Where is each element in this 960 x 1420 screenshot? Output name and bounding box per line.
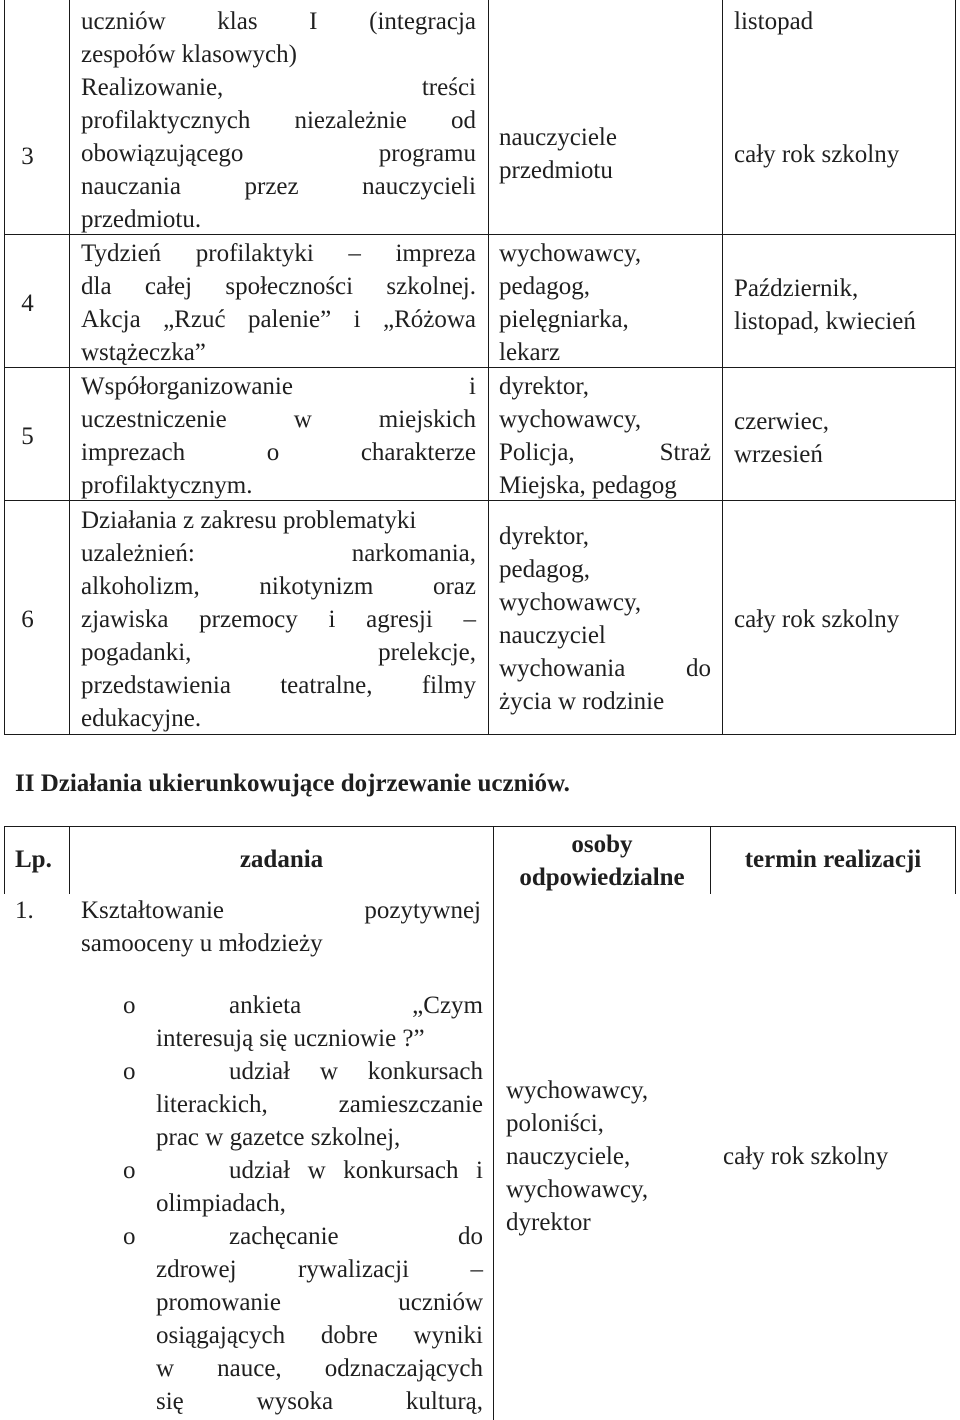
row-number: 1. [15, 897, 34, 924]
row-number: 5 [21, 423, 34, 450]
header-responsible: osoby odpowiedzialne [519, 831, 685, 891]
bullet-marker: o [123, 1223, 136, 1250]
responsible-cell: wychowawcy, poloniści, nauczyciele, wychowawcy, dyrektor [506, 1077, 649, 1236]
term-cell: czerwiec, wrzesień [734, 408, 830, 468]
term-cell: Październik, listopad, kwiecień [734, 275, 916, 335]
term-cell: listopad [734, 8, 814, 35]
task-cell: uczniów klas I (integracja zespołów klasowych) Realizowanie, treści profilaktycznych niezależnie od obowiązującego programu nauczania przez nauczycieli przedmiotu. [81, 8, 476, 233]
responsible-cell: dyrektor, wychowawcy, Policja, Straż Miejska, pedagog [499, 373, 711, 499]
row-number: 4 [21, 290, 34, 317]
term-cell: cały rok szkolny [723, 1143, 889, 1170]
responsible-cell: dyrektor, pedagog, wychowawcy, nauczyciel wychowania do życia w rodzinie [499, 523, 711, 715]
bullet-marker: o [123, 1058, 136, 1085]
t2-border-left [4, 826, 5, 894]
task-cell: Kształtowanie pozytywnej samooceny u młodzieży [81, 897, 481, 957]
term-cell: cały rok szkolny [734, 606, 900, 633]
responsible-cell: wychowawcy, pedagog, pielęgniarka, lekarz [499, 240, 642, 366]
header-term: termin realizacji [744, 846, 922, 873]
responsible-cell: nauczyciele przedmiotu [499, 124, 617, 184]
term-cell-2: cały rok szkolny [734, 141, 900, 168]
task-cell: Tydzień profilaktyki – impreza dla całej społeczności szkolnej. Akcja „Rzuć palenie” i „Różowa wstążeczka” [81, 240, 476, 366]
bullet-marker: o [123, 992, 136, 1019]
task-cell: Współorganizowanie i uczestniczenie w miejskich imprezach o charakterze profilaktycznym. [81, 373, 476, 499]
row-number: 6 [21, 606, 34, 633]
section-heading: II Działania ukierunkowujące dojrzewanie uczniów. [15, 770, 570, 797]
bullet-marker: o [123, 1157, 136, 1184]
t2-border-col2 [493, 826, 494, 1420]
header-tasks: zadania [239, 846, 324, 873]
task-cell: Działania z zakresu problematyki uzależnień: narkomania, alkoholizm, nikotynizm oraz zjawiska przemocy i agresji – pogadanki, prelekcje, przedstawienia teatralne, filmy edukacyjne. [81, 507, 476, 732]
t2-border-right [955, 826, 956, 894]
t2-border-top [4, 826, 956, 827]
header-lp: Lp. [15, 846, 52, 873]
row-number: 3 [21, 143, 34, 170]
